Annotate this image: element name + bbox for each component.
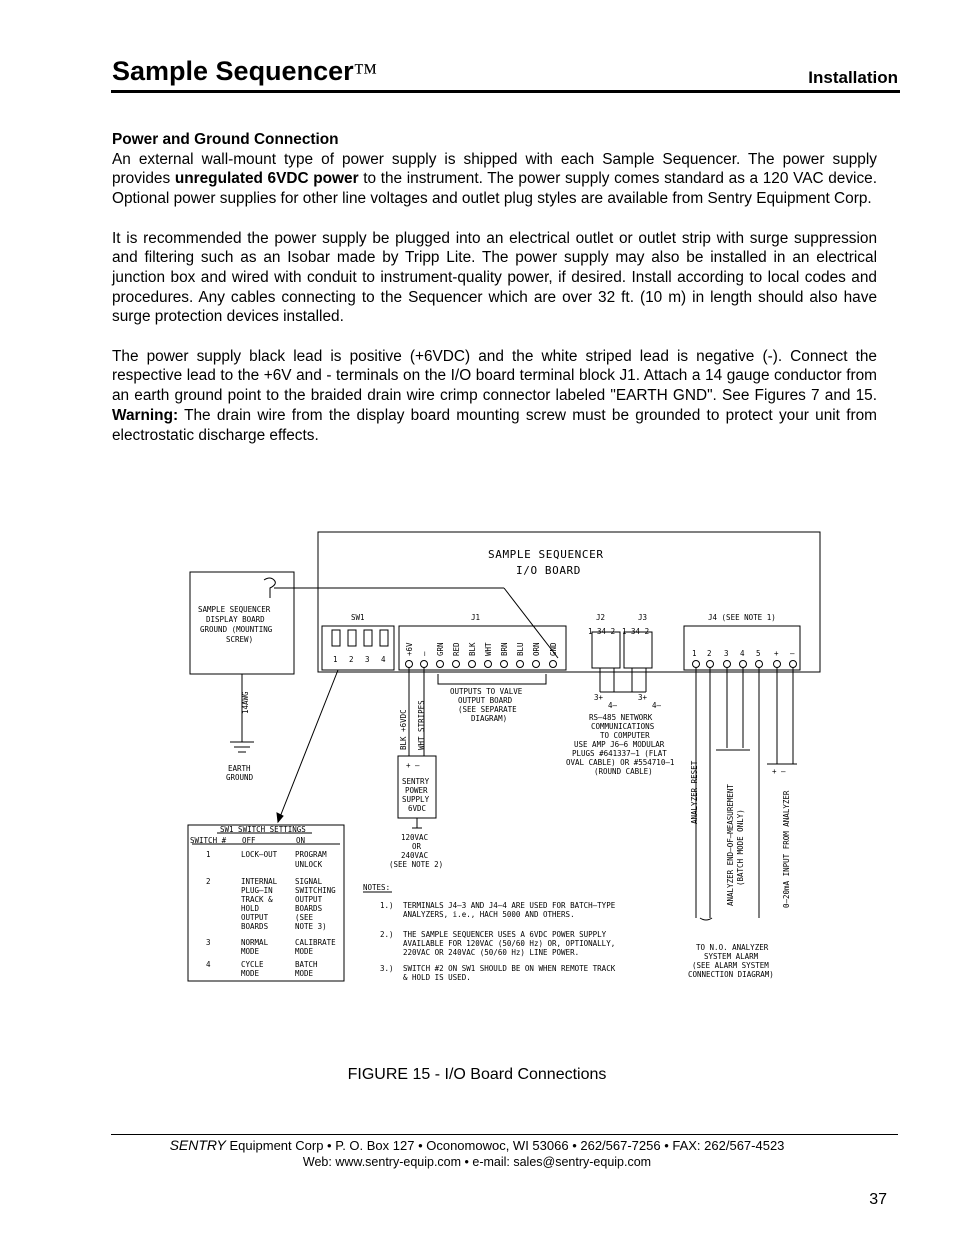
note-line: THE SAMPLE SEQUENCER USES A 6VDC POWER SUPPLY [403,930,607,939]
note-line: SWITCH #2 ON SW1 SHOULD BE ON WHEN REMOTE TRACK [403,964,616,973]
j4-label: J4 (SEE NOTE 1) [708,613,776,622]
settings-cell: SWITCHING [295,886,336,895]
settings-cell: UNLOCK [295,860,323,869]
sw1-num: 1 [333,655,338,664]
power-supply-line: SENTRY [402,777,430,786]
analog-input-polarity: + – [772,767,786,776]
sw1-num: 3 [365,655,370,664]
j3-pin-label: 4– [652,701,662,710]
j2-pin-label: 4– [608,701,618,710]
alarm-line: (SEE ALARM SYSTEM [692,961,769,970]
j2-block [592,632,620,668]
outputs-label-3: (SEE SEPARATE [458,705,517,714]
sw1-num: 4 [381,655,386,664]
paragraph-1: An external wall-mount type of power supply is shipped with each Sample Sequencer. The power supply provides unregulated 6VDC power to the instrument. The power supply comes standard as a 120 VAC device. Optional power supplies for other line voltages and outlet plug styles are available from Sentry Equipment Corp. [112,150,877,208]
rs485-line: OVAL CABLE) OR #554710–1 [566,758,675,767]
settings-switch-num: 1 [206,850,211,859]
footer-brand: SENTRY [169,1137,226,1153]
settings-cell: BOARDS [295,904,323,913]
settings-header: SWITCH # [190,836,227,845]
j1-terminal-label: BLK [468,642,477,656]
header-rule [111,90,900,93]
paragraph-2: It is recommended the power supply be plugged into an electrical outlet or outlet strip with surge suppression and filtering such as an Isobar made by Tripp Lite. The power supply may also be installed in an electrical junction box and wired with conduit to instrument-quality power, if desired. Install according to local codes and procedures. Any cables connecting to the Sequencer which are over 32 ft. (10 m) in length should also have surge protection devices installed. [112,229,877,326]
j4-terminal-label: 5 [756,649,761,658]
j4-terminal-label: + [774,649,779,658]
j4-terminal-label: 2 [707,649,712,658]
settings-cell: OUTPUT [295,895,323,904]
rs485-line: PLUGS #641337–1 (FLAT [572,749,667,758]
earth-label-1: EARTH [228,764,251,773]
settings-cell: BATCH [295,960,318,969]
board-title-line2: I/O BOARD [516,564,582,577]
settings-cell: PROGRAM [295,850,327,859]
rs485-text [566,713,674,776]
settings-switch-num: 4 [206,960,211,969]
rs485-line: (ROUND CABLE) [594,767,653,776]
alarm-line: TO N.O. ANALYZER [696,943,769,952]
note-line: & HOLD IS USED. [403,973,471,982]
settings-cell: MODE [241,969,260,978]
j4-vertical-label: (BATCH MODE ONLY) [736,809,745,886]
note-line: 220VAC OR 240VAC (50/60 Hz) LINE POWER. [403,948,580,957]
note-number: 2.) [380,930,394,939]
alarm-line: SYSTEM ALARM [704,952,759,961]
io-board-diagram [186,528,822,984]
page-title: Sample Sequencer™ [112,56,378,86]
settings-header: ON [296,836,306,845]
settings-switch-num: 3 [206,938,211,947]
settings-title: SW1 SWITCH SETTINGS [220,825,306,834]
power-supply-line: 6VDC [408,804,427,813]
vac-line: 120VAC [401,833,429,842]
settings-cell: NOTE 3) [295,922,327,931]
power-supply-line: SUPPLY [402,795,430,804]
settings-cell: (SEE [295,913,314,922]
power-supply-polarity: + – [406,761,420,770]
j1-label: J1 [471,613,481,622]
j1-terminal-label: – [420,651,429,656]
vac-line: OR [412,842,422,851]
j3-pin-label: 3+ [638,693,648,702]
footer-web: Web: www.sentry-equip.com • e-mail: sales@sentry-equip.com [302,1155,652,1169]
display-label-4: SCREW) [226,635,254,644]
outputs-label-1: OUTPUTS TO VALVE [450,687,523,696]
display-label-1: SAMPLE SEQUENCER [198,605,271,614]
settings-cell: LOCK–OUT [241,850,278,859]
settings-cell: PLUG–IN [241,886,273,895]
vac-line: 240VAC [401,851,429,860]
body-text [112,130,877,465]
notes-title: NOTES: [363,883,391,892]
awg-label: 14AWG [241,691,250,714]
j4-terminal-label: 1 [692,649,697,658]
black-lead-label: BLK +6VDC [399,709,408,750]
j1-terminal-label: RED [452,642,461,656]
settings-cell: INTERNAL [241,877,278,886]
settings-cell: NORMAL [241,938,269,947]
alarm-line: CONNECTION DIAGRAM) [688,970,774,979]
outputs-label-2: OUTPUT BOARD [458,696,513,705]
white-lead-label: WHT STRIPES [417,700,426,750]
j2-pins: 1 34 2 [588,627,616,636]
j1-terminal-label: WHT [484,642,493,656]
j3-pins: 1 34 2 [622,627,650,636]
note-line: ANALYZERS, i.e., HACH 5000 AND OTHERS. [403,910,575,919]
j4-vertical-label: ANALYZER RESET [690,760,699,824]
vac-line: (SEE NOTE 2) [389,860,444,869]
j1-terminal-label: BRN [500,642,509,656]
figure-caption: FIGURE 15 - I/O Board Connections [347,1066,607,1083]
j1-terminal-labels [405,642,558,656]
settings-cell: CALIBRATE [295,938,336,947]
note-line: AVAILABLE FOR 120VAC (50/60 Hz) OR, OPTIONALLY, [403,939,616,948]
power-supply-line: POWER [405,786,428,795]
j4-terminal-labels [692,649,795,658]
note-line: TERMINALS J4–3 AND J4–4 ARE USED FOR BATCH–TYPE [403,901,616,910]
j1-terminal-label: BLU [516,642,525,656]
footer-rule [111,1134,898,1135]
page-number: 37 [869,1191,887,1208]
note-number: 3.) [380,964,394,973]
j3-block [624,632,652,668]
rs485-line: USE AMP J6–6 MODULAR [574,740,665,749]
settings-cell: MODE [295,947,314,956]
j2-pin-label: 3+ [594,693,604,702]
j1-terminal-label: +6V [405,642,414,656]
section-title: Installation [808,68,898,87]
paragraph-3: The power supply black lead is positive (+6VDC) and the white striped lead is negative (-). Connect the respective lead to the +6V and - terminals on the I/O board terminal block J1. Attach a 14 gauge conductor from an earth ground point to the braided drain wire crimp connector labeled "EARTH GND". See Figures 7 and 15. Warning: The drain wire from the display board mounting screw must be grounded to protect your unit from electrostatic discharge effects. [112,347,877,444]
display-label-3: GROUND (MOUNTING [200,625,273,634]
j1-terminal-label: GRN [436,642,445,656]
settings-header: OFF [242,836,256,845]
settings-cell: CYCLE [241,960,264,969]
rs485-line: RS–485 NETWORK [589,713,653,722]
trademark-symbol: ™ [353,60,378,86]
j4-vertical-label: 0–20mA INPUT FROM ANALYZER [782,790,791,908]
rs485-line: COMMUNICATIONS [591,722,655,731]
sw1-num: 2 [349,655,354,664]
settings-cell: BOARDS [241,922,269,931]
rs485-line: TO COMPUTER [600,731,650,740]
settings-switch-num: 2 [206,877,211,886]
j1-terminal-label: GND [549,642,558,656]
j4-terminal-label: – [790,649,795,658]
earth-label-2: GROUND [226,773,254,782]
outputs-label-4: DIAGRAM) [471,714,508,723]
note-number: 1.) [380,901,394,910]
section-heading: Power and Ground Connection [112,131,339,148]
j4-terminal-label: 4 [740,649,745,658]
j4-vertical-label: ANALYZER END–OF–MEASUREMENT [726,784,735,906]
j4-terminal-label: 3 [724,649,729,658]
j3-label: J3 [638,613,648,622]
settings-cell: MODE [295,969,314,978]
footer-address: SENTRY Equipment Corp • P. O. Box 127 • Oconomowoc, WI 53066 • 262/567-7256 • FAX: 262/567-4523 [169,1137,785,1153]
settings-cell: OUTPUT [241,913,269,922]
settings-cell: TRACK & [241,895,273,904]
j2-label: J2 [596,613,606,622]
sw1-label: SW1 [351,613,365,622]
display-label-2: DISPLAY BOARD [206,615,265,624]
board-title-line1: SAMPLE SEQUENCER [488,548,604,561]
settings-cell: MODE [241,947,260,956]
settings-cell: SIGNAL [295,877,323,886]
settings-cell: HOLD [241,904,260,913]
j1-terminal-label: ORN [532,642,541,656]
